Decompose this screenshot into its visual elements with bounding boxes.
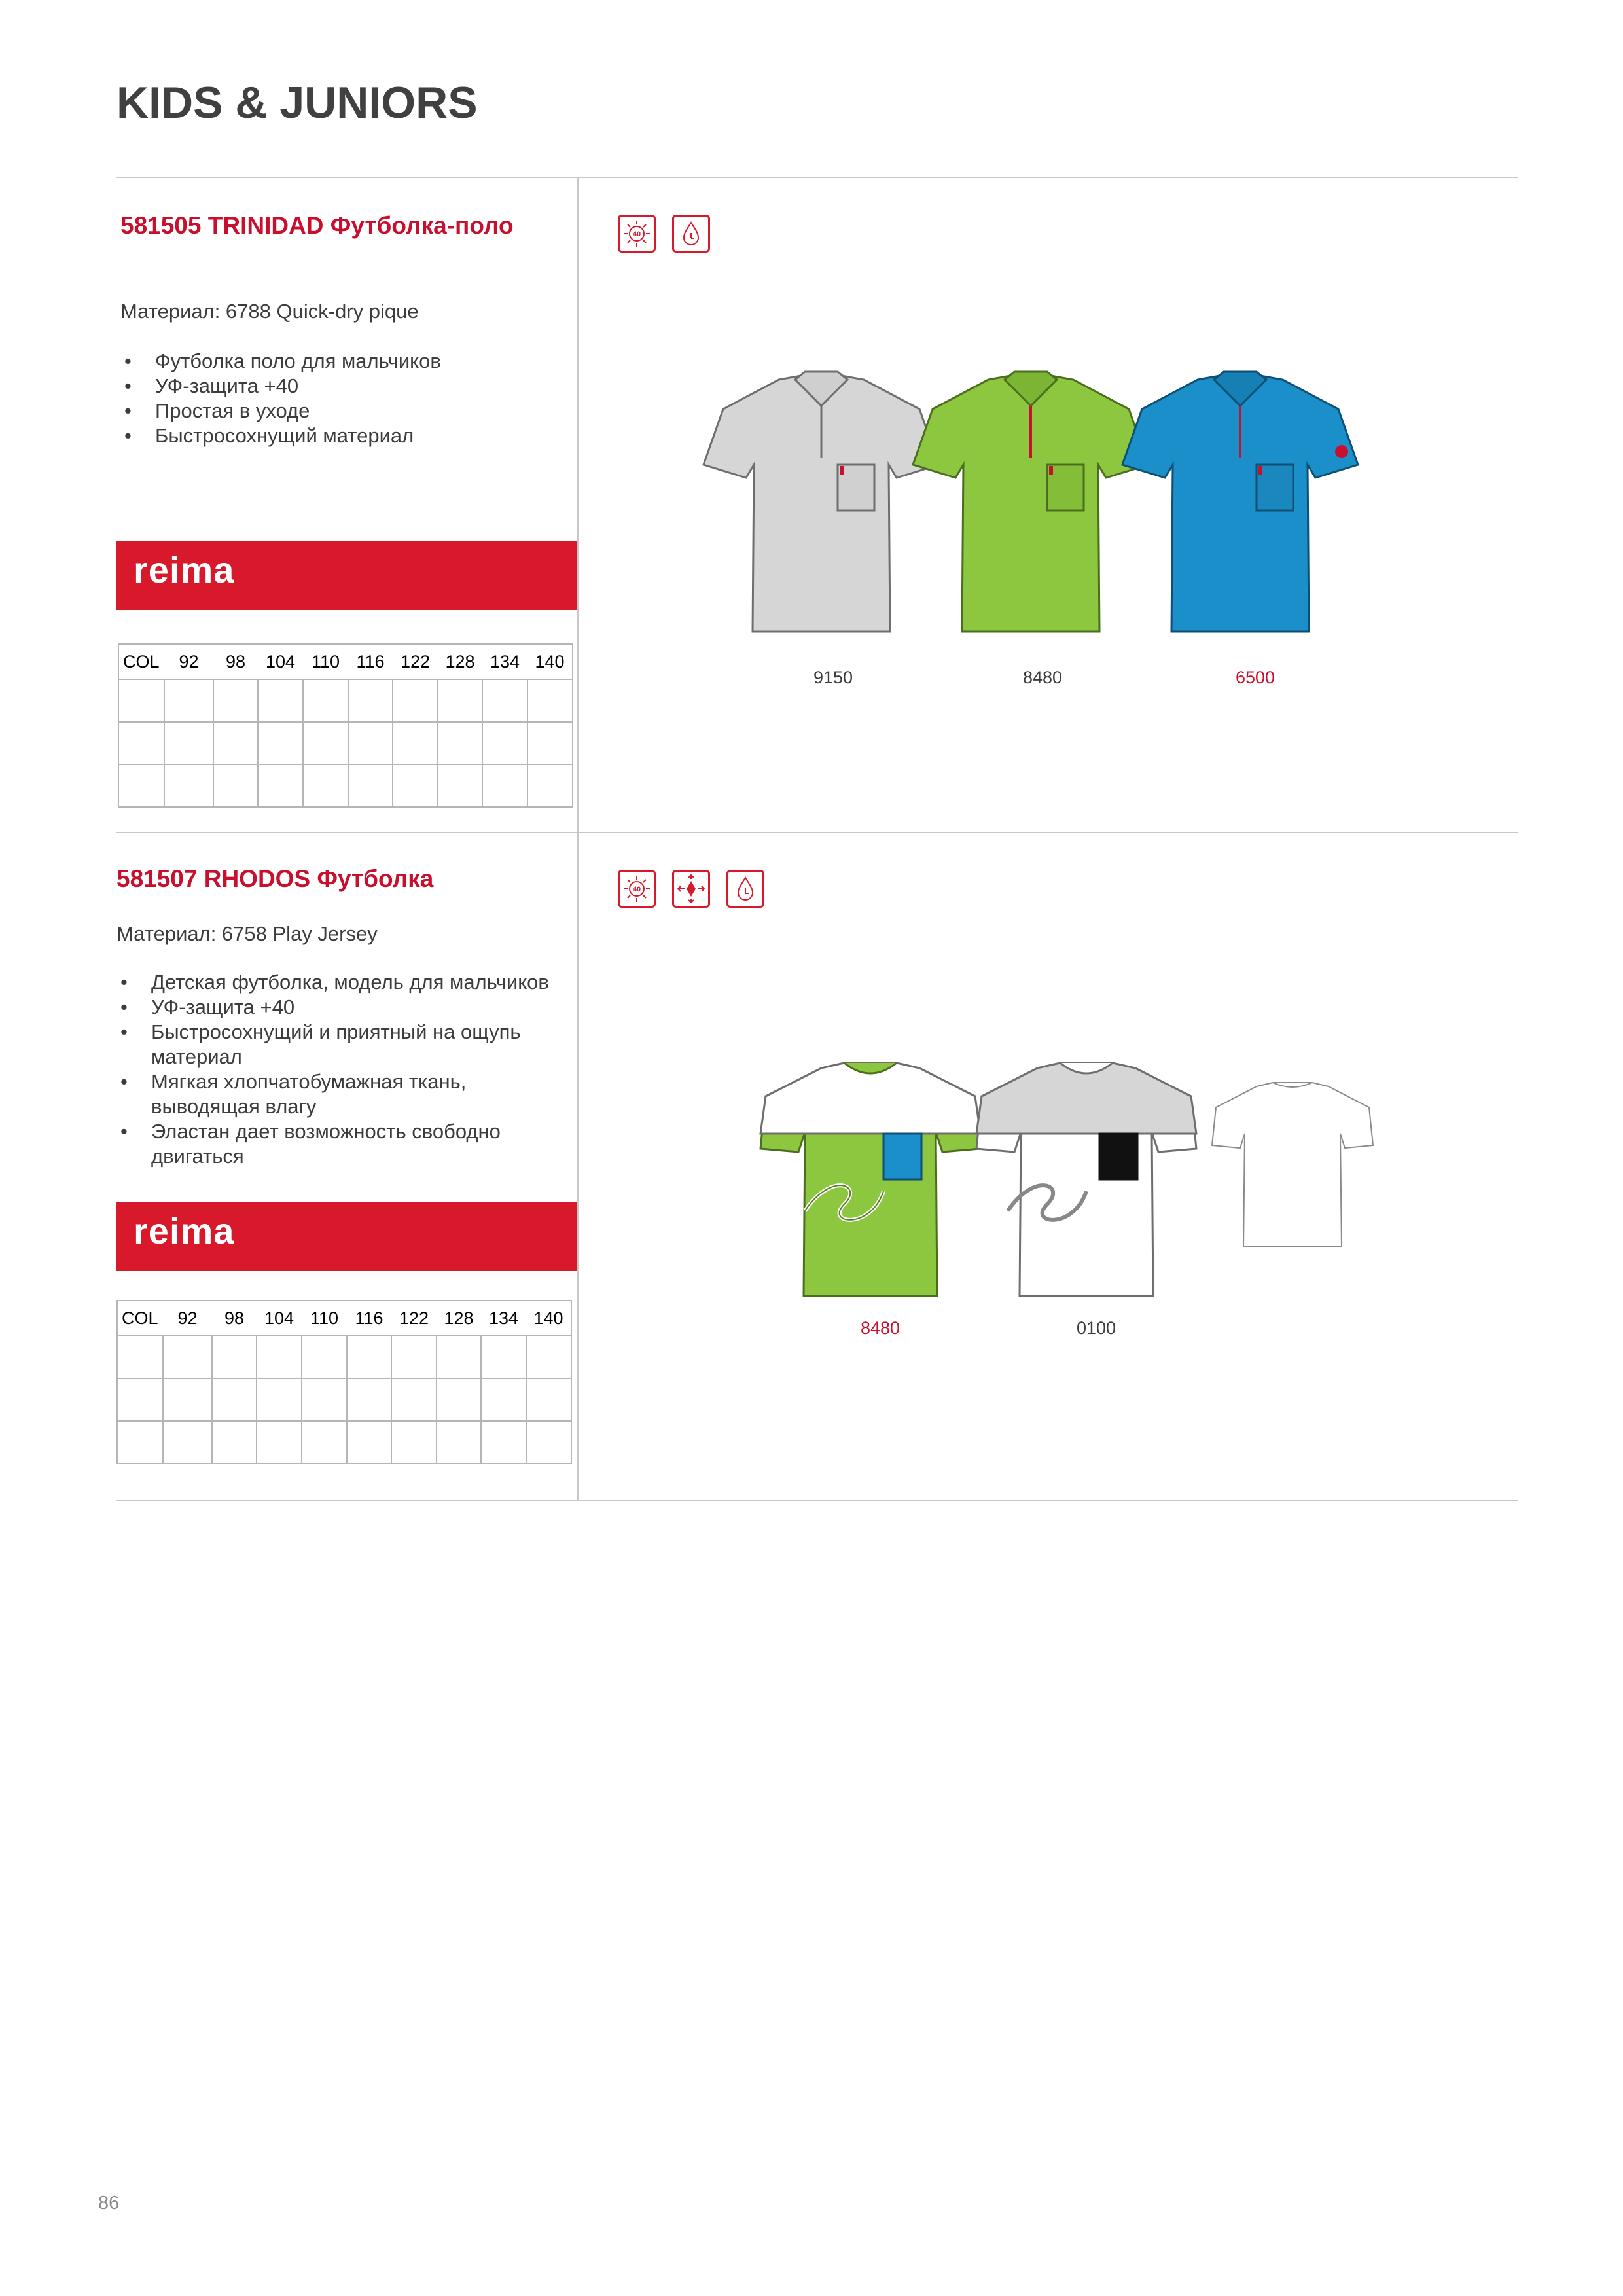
grid-cell xyxy=(118,679,164,722)
polo-shirt-blue-illustration xyxy=(1119,367,1368,648)
grid-cell xyxy=(257,1378,302,1421)
svg-text:40: 40 xyxy=(632,886,641,893)
grid-cell xyxy=(212,1421,257,1463)
grid-cell xyxy=(481,1378,526,1421)
svg-text:40: 40 xyxy=(632,230,641,238)
product-material: Материал: 6758 Play Jersey xyxy=(116,922,378,945)
grid-cell xyxy=(302,1378,347,1421)
grid-cell xyxy=(482,722,527,764)
grid-cell xyxy=(391,1336,437,1378)
size-order-grid xyxy=(118,643,573,808)
grid-cell xyxy=(347,1336,391,1378)
page-title: KIDS & JUNIORS xyxy=(116,78,478,128)
grid-cell xyxy=(118,764,164,807)
grid-cell xyxy=(526,1421,571,1463)
color-code: 6500 xyxy=(1235,668,1275,687)
size-header-cell: 116 xyxy=(347,1300,391,1336)
uv-protection-40-icon xyxy=(618,870,656,908)
grid-cell xyxy=(303,679,348,722)
product-material: Материал: 6788 Quick-dry pique xyxy=(120,300,419,323)
tshirt-green-illustration xyxy=(759,1060,982,1302)
feature-list xyxy=(120,349,552,448)
grid-cell xyxy=(391,1378,437,1421)
page-number: 86 xyxy=(98,2193,120,2214)
size-entry-row xyxy=(117,1378,571,1421)
brand-banner xyxy=(116,1202,577,1271)
grid-cell xyxy=(393,679,438,722)
grid-cell xyxy=(438,764,482,807)
size-header-cell: 140 xyxy=(526,1300,571,1336)
size-header-cell: 104 xyxy=(257,1300,302,1336)
grid-cell xyxy=(303,764,348,807)
grid-cell xyxy=(212,1336,257,1378)
grid-cell xyxy=(163,1378,212,1421)
grid-cell xyxy=(438,679,482,722)
grid-cell xyxy=(164,722,213,764)
feature-item: • УФ-защита +40 xyxy=(116,995,562,1020)
grid-cell xyxy=(302,1336,347,1378)
grid-cell xyxy=(527,679,573,722)
size-header-cell: COL xyxy=(117,1300,163,1336)
brand-logo: reima xyxy=(134,549,235,590)
size-header-cell: 98 xyxy=(213,644,258,679)
column-divider-1 xyxy=(577,177,579,832)
grid-cell xyxy=(393,722,438,764)
size-header-cell: 128 xyxy=(438,644,482,679)
size-entry-row xyxy=(118,764,573,807)
grid-cell xyxy=(481,1421,526,1463)
grid-cell xyxy=(258,679,303,722)
size-header-cell: 140 xyxy=(527,644,573,679)
color-code: 8480 xyxy=(860,1318,901,1338)
grid-cell xyxy=(117,1336,163,1378)
grid-cell xyxy=(213,722,258,764)
color-code: 9150 xyxy=(813,668,853,687)
feature-item: • Быстросохнущий материал xyxy=(120,423,552,448)
top-divider xyxy=(116,177,1518,178)
size-entry-row xyxy=(118,722,573,764)
grid-cell xyxy=(257,1421,302,1463)
grid-cell xyxy=(163,1421,212,1463)
brand-banner xyxy=(116,541,577,610)
stretch-icon xyxy=(672,870,710,908)
grid-cell xyxy=(258,764,303,807)
grid-cell xyxy=(482,764,527,807)
size-header-cell: 134 xyxy=(482,644,527,679)
grid-cell xyxy=(437,1336,481,1378)
grid-cell xyxy=(348,722,393,764)
grid-cell xyxy=(527,764,573,807)
size-header-row xyxy=(118,644,573,679)
size-header-cell: 128 xyxy=(437,1300,481,1336)
feature-item: • Эластан дает возможность свободно двигаться xyxy=(116,1119,562,1169)
size-entry-row xyxy=(118,679,573,722)
product-title: 581507 RHODOS Футболка xyxy=(116,865,434,892)
product-title: 581505 TRINIDAD Футболка-поло xyxy=(120,212,514,239)
size-header-cell: 110 xyxy=(302,1300,347,1336)
size-header-cell: 92 xyxy=(163,1300,212,1336)
size-order-grid xyxy=(116,1300,572,1464)
polo-shirt-grey-illustration xyxy=(700,367,942,648)
feature-item: • УФ-защита +40 xyxy=(120,374,552,399)
color-code: 0100 xyxy=(1076,1318,1116,1338)
feature-item: • Простая в уходе xyxy=(120,399,552,423)
size-entry-row xyxy=(117,1421,571,1463)
column-divider-2 xyxy=(577,832,579,1500)
grid-cell xyxy=(391,1421,437,1463)
bottom-divider xyxy=(116,1500,1518,1501)
grid-cell xyxy=(163,1336,212,1378)
color-code: 8480 xyxy=(1022,668,1063,687)
size-header-cell: 116 xyxy=(348,644,393,679)
grid-cell xyxy=(393,764,438,807)
size-header-cell: 134 xyxy=(481,1300,526,1336)
size-header-cell: 122 xyxy=(393,644,438,679)
grid-cell xyxy=(117,1421,163,1463)
grid-cell xyxy=(438,722,482,764)
grid-cell xyxy=(118,722,164,764)
grid-cell xyxy=(482,679,527,722)
grid-cell xyxy=(303,722,348,764)
size-header-cell: 110 xyxy=(303,644,348,679)
feature-item: • Детская футболка, модель для мальчиков xyxy=(116,970,562,995)
grid-cell xyxy=(347,1378,391,1421)
tshirt-outline-back-illustration xyxy=(1211,1080,1374,1257)
feature-item: • Мягкая хлопчатобумажная ткань, выводящая влагу xyxy=(116,1069,562,1119)
feature-list xyxy=(116,970,562,1169)
size-header-cell: 98 xyxy=(212,1300,257,1336)
tshirt-white-illustration xyxy=(975,1060,1198,1302)
size-header-cell: 92 xyxy=(164,644,213,679)
grid-cell xyxy=(437,1421,481,1463)
middle-divider xyxy=(116,832,1518,833)
grid-cell xyxy=(347,1421,391,1463)
size-entry-row xyxy=(117,1336,571,1378)
grid-cell xyxy=(526,1378,571,1421)
grid-cell xyxy=(258,722,303,764)
quick-dry-icon xyxy=(726,870,764,908)
brand-logo: reima xyxy=(134,1210,235,1251)
grid-cell xyxy=(212,1378,257,1421)
grid-cell xyxy=(302,1421,347,1463)
uv-protection-40-icon xyxy=(618,215,656,253)
grid-cell xyxy=(527,722,573,764)
size-header-row xyxy=(117,1300,571,1336)
grid-cell xyxy=(348,764,393,807)
size-header-cell: 122 xyxy=(391,1300,437,1336)
grid-cell xyxy=(213,679,258,722)
grid-cell xyxy=(526,1336,571,1378)
grid-cell xyxy=(348,679,393,722)
size-header-cell: 104 xyxy=(258,644,303,679)
grid-cell xyxy=(481,1336,526,1378)
grid-cell xyxy=(257,1336,302,1378)
grid-cell xyxy=(213,764,258,807)
grid-cell xyxy=(164,764,213,807)
polo-shirt-green-illustration xyxy=(910,367,1152,648)
size-header-cell: COL xyxy=(118,644,164,679)
grid-cell xyxy=(437,1378,481,1421)
feature-item: • Быстросохнущий и приятный на ощупь материал xyxy=(116,1020,562,1069)
feature-item: • Футболка поло для мальчиков xyxy=(120,349,552,374)
quick-dry-icon xyxy=(672,215,710,253)
grid-cell xyxy=(117,1378,163,1421)
grid-cell xyxy=(164,679,213,722)
